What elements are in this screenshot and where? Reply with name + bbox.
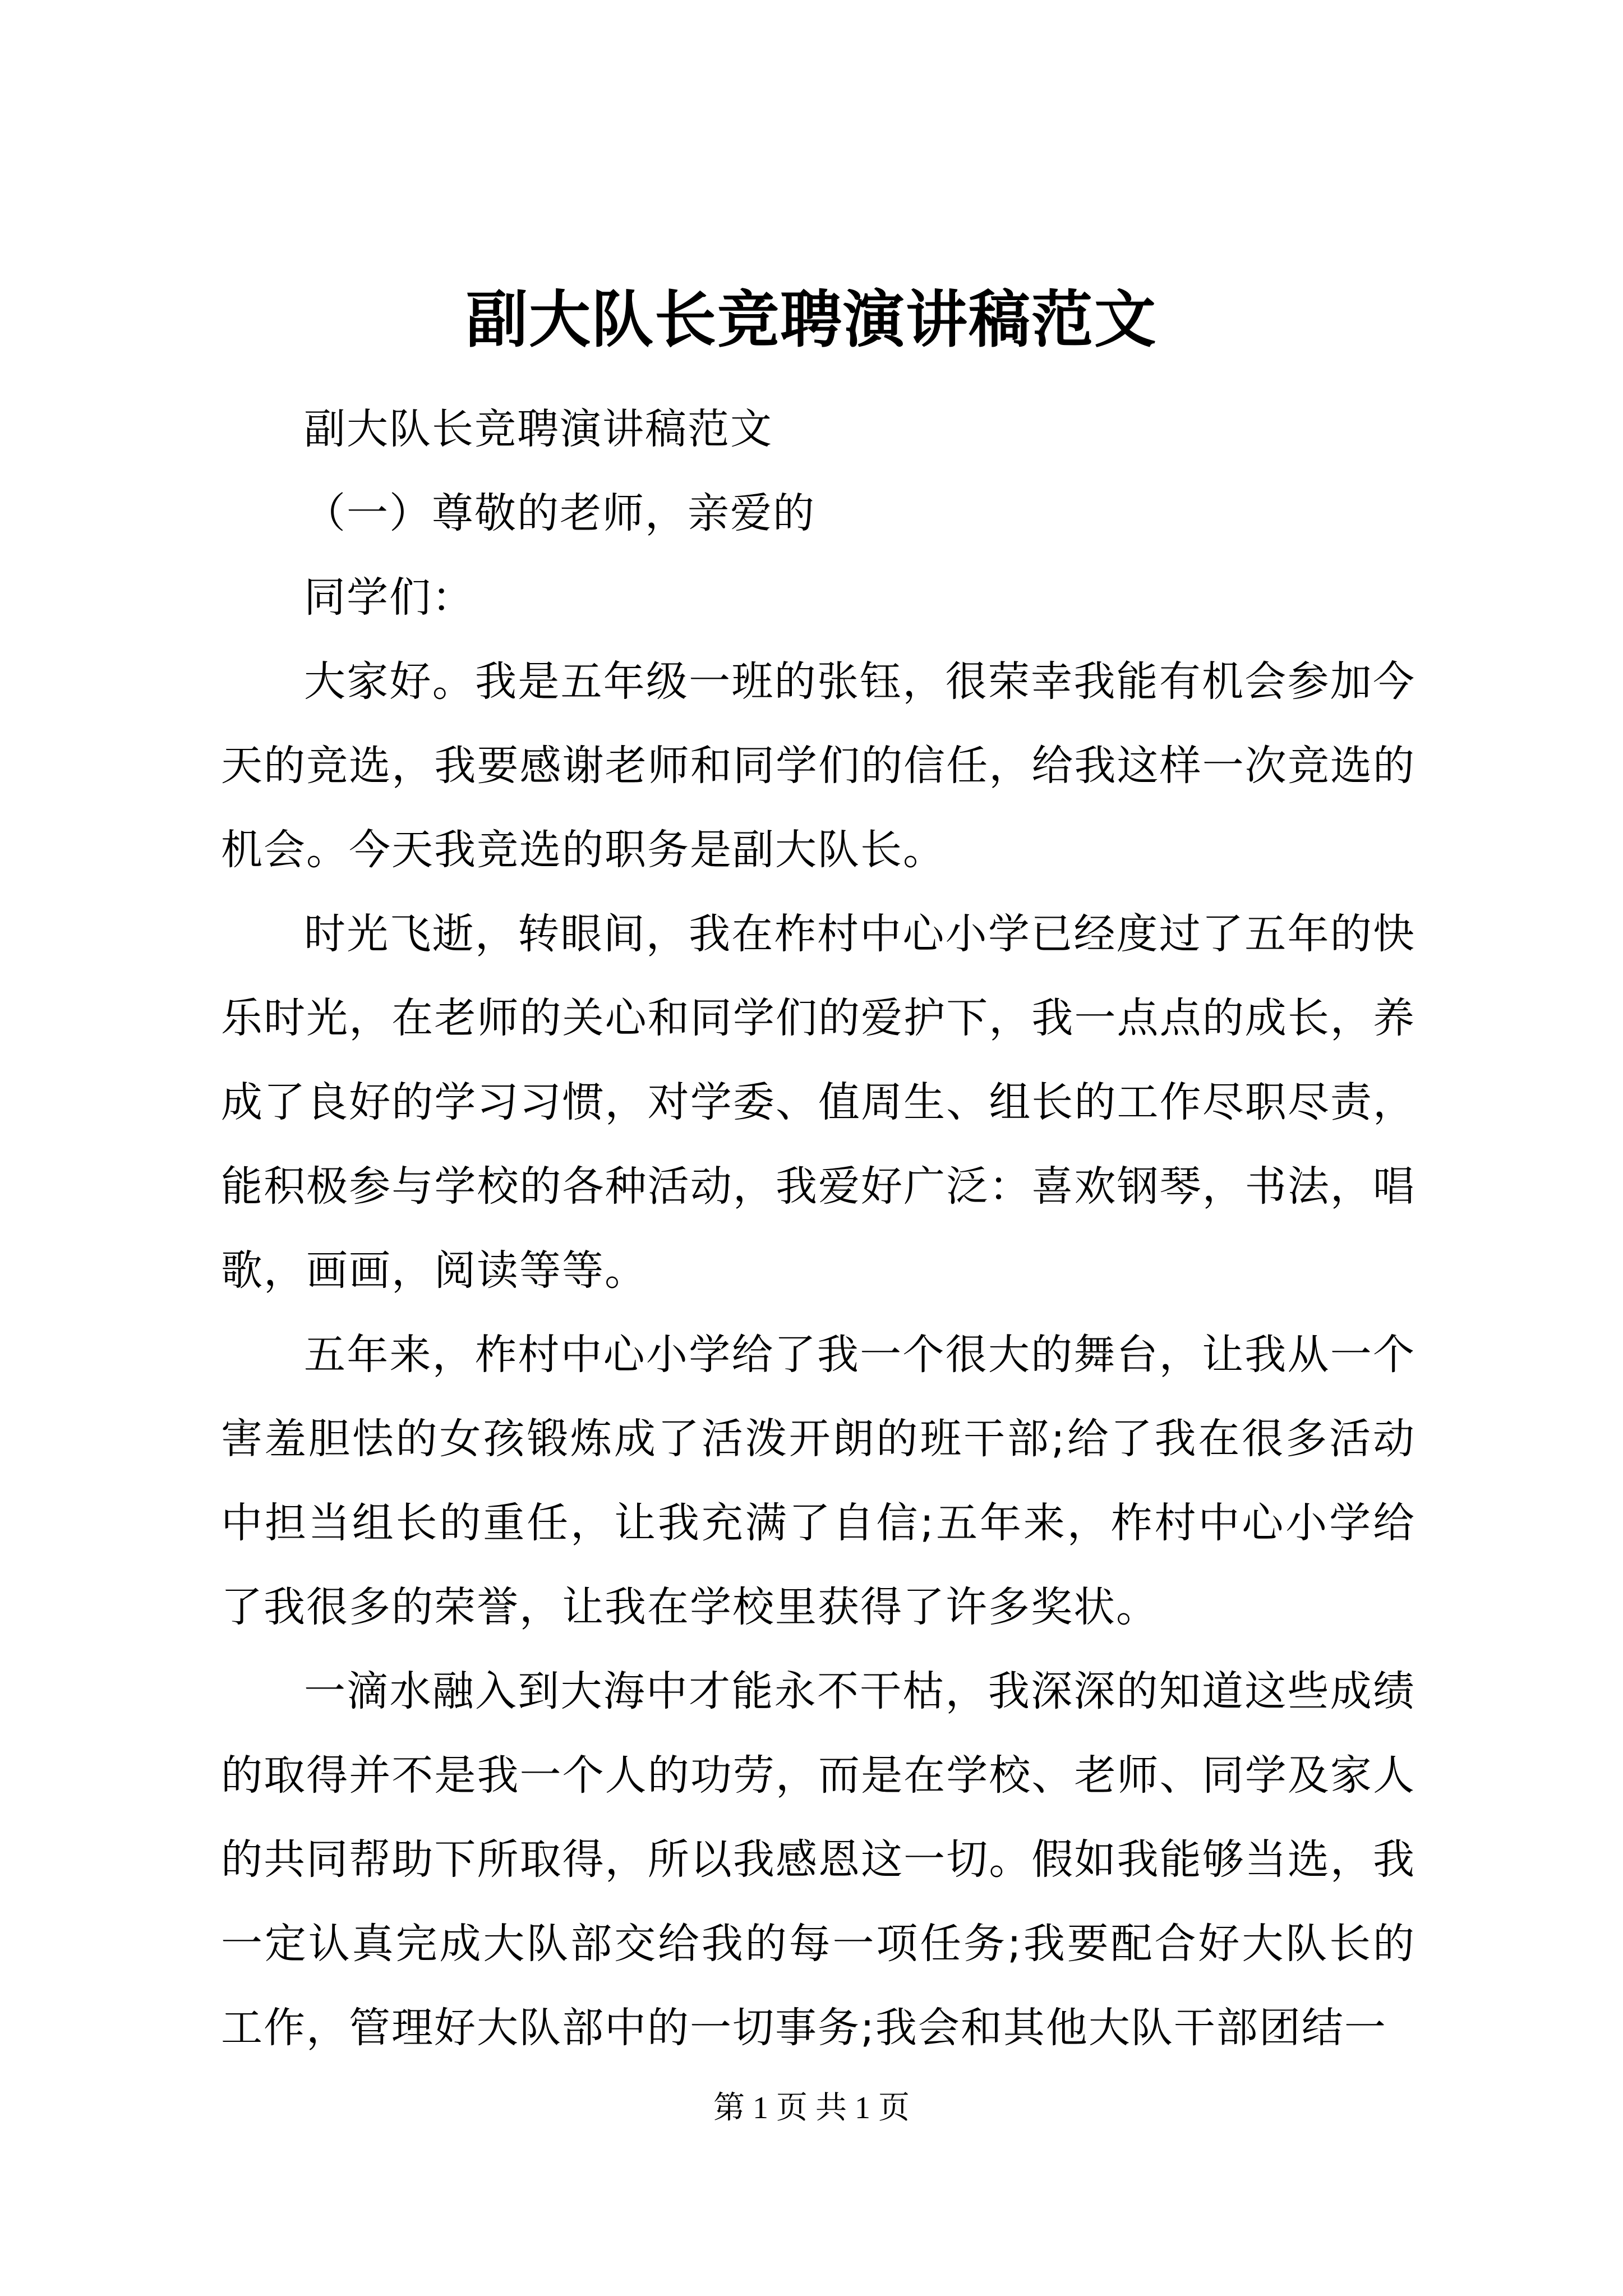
document-title: 副大队长竞聘演讲稿范文 <box>466 283 1157 356</box>
paragraph-subtitle: 副大队长竞聘演讲稿范文 <box>304 405 773 453</box>
paragraph-salutation-cont: 同学们： <box>304 573 474 622</box>
paragraph-gratitude: 一滴水融入到大海中才能永不干枯，我深深的知道这些成绩的取得并不是我一个人的功劳，而是在学校、老师、同学及家人的共同帮助下所取得，所以我感恩这一切。假如我能够当选，我一定认真完成大队部交给我的每一项任务;我要配合好大队长的工作，管理好大队部中的一切事务;我会和其他大队干部团结一 <box>221 1667 1415 2052</box>
paragraph-introduction: 大家好。我是五年级一班的张钰，很荣幸我能有机会参加今天的竞选，我要感谢老师和同学们的信任，给我这样一次竞选的机会。今天我竞选的职务是副大队长。 <box>221 657 1415 874</box>
document-body <box>221 387 1415 2070</box>
paragraph-school-life: 时光飞逝，转眼间，我在柞村中心小学已经度过了五年的快乐时光，在老师的关心和同学们的爱护下，我一点点的成长，养成了良好的学习习惯，对学委、值周生、组长的工作尽职尽责，能积极参与学校的各种活动，我爱好广泛：喜欢钢琴，书法，唱歌，画画，阅读等等。 <box>221 910 1415 1295</box>
paragraph-salutation: （一）尊敬的老师，亲爱的 <box>304 489 815 537</box>
paragraph-five-years: 五年来，柞村中心小学给了我一个很大的舞台，让我从一个害羞胆怯的女孩锻炼成了活泼开朗的班干部;给了我在很多活动中担当组长的重任，让我充满了自信;五年来，柞村中心小学给了我很多的荣誉，让我在学校里获得了许多奖状。 <box>221 1331 1415 1631</box>
page-footer: 第 1 页 共 1 页 <box>713 2091 910 2125</box>
